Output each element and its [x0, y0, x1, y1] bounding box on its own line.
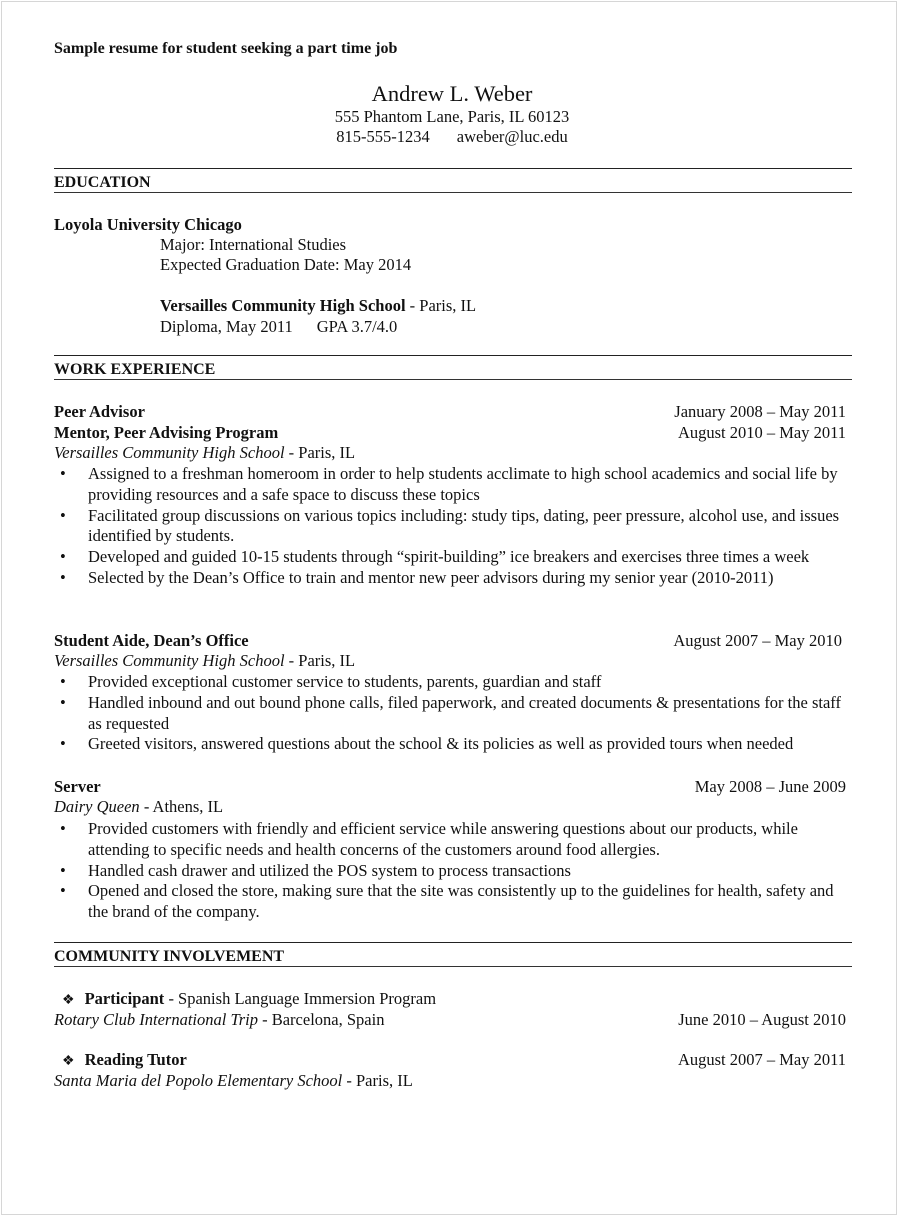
job-title: Server [54, 777, 101, 796]
job-title: Peer Advisor [54, 402, 145, 421]
list-item [54, 672, 854, 693]
applicant-name: Andrew L. Weber [371, 81, 533, 106]
section-rule-bottom [54, 379, 852, 380]
bullet-text: Opened and closed the store, making sure that the site was consistently up to the guidelines for health, safety and the brand of the company. [88, 881, 834, 922]
expected-graduation: Expected Graduation Date: May 2014 [160, 255, 412, 274]
applicant-phone: 815-555-1234 [336, 127, 430, 146]
bullet-icon: • [60, 547, 66, 567]
job-date: January 2008 – May 2011 [674, 402, 846, 421]
bullet-text: Selected by the Dean’s Office to train and mentor new peer advisors during my senior year (2010-2011) [88, 567, 774, 587]
list-item [54, 568, 854, 589]
bullet-icon: • [60, 464, 66, 483]
community-role: Participant [84, 989, 165, 1008]
diploma: Diploma, May 2011 [160, 317, 293, 336]
high-school-name: Versailles Community High School [160, 296, 406, 315]
section-rule-bottom [54, 966, 852, 967]
document-title: Sample resume for student seeking a part time job [54, 40, 398, 57]
job-title-secondary: Mentor, Peer Advising Program [54, 423, 279, 442]
list-item [54, 464, 854, 506]
organization-name: Versailles Community High School [54, 651, 285, 670]
diamond-bullet-icon: ❖ [62, 993, 75, 1008]
job-bullet-list [54, 672, 854, 755]
section-rule-top [54, 355, 852, 356]
bullet-icon: • [60, 881, 66, 901]
work-experience-heading: WORK EXPERIENCE [54, 361, 216, 378]
organization-location: - Paris, IL [342, 1071, 413, 1090]
community-role-line [62, 989, 436, 1012]
bullet-icon: • [60, 819, 66, 838]
education-heading: EDUCATION [54, 174, 151, 191]
bullet-icon: • [60, 692, 66, 712]
job-bullet-list [54, 819, 854, 923]
bullet-text: Assigned to a freshman homeroom in order to help students acclimate to high school academics and social life by providing resources and a safe space to discuss these topics [88, 464, 838, 504]
organization-location: - Athens, IL [139, 797, 224, 816]
organization-location: - Barcelona, Spain [257, 1010, 385, 1029]
university-name: Loyola University Chicago [54, 215, 242, 234]
applicant-email: aweber@luc.edu [456, 127, 568, 146]
community-involvement-heading: COMMUNITY INVOLVEMENT [54, 948, 285, 965]
high-school-location: - Paris, IL [405, 296, 477, 315]
community-role-line [62, 1050, 187, 1073]
bullet-icon: • [60, 672, 66, 691]
organization-name: Versailles Community High School [54, 443, 285, 462]
high-school-line [160, 296, 476, 317]
gpa: GPA 3.7/4.0 [316, 317, 398, 336]
bullet-text: Handled inbound and out bound phone calls, filed paperwork, and created documents & presentations for the staff as requested [88, 692, 841, 733]
section-rule-bottom [54, 192, 852, 193]
bullet-text: Provided customers with friendly and efficient service while answering questions about our products, while attending to specific needs and health concerns of the customers around food allergies. [88, 819, 798, 859]
bullet-text: Developed and guided 10-15 students through “spirit-building” ice breakers and exercises three times a week [88, 547, 810, 567]
major: Major: International Studies [160, 235, 347, 254]
community-date: June 2010 – August 2010 [678, 1010, 846, 1029]
list-item [54, 506, 854, 548]
job-date: May 2008 – June 2009 [694, 777, 846, 796]
bullet-icon: • [60, 860, 66, 880]
organization-location: - Paris, IL [284, 651, 356, 670]
job-organization [54, 797, 223, 818]
bullet-icon: • [60, 505, 66, 525]
bullet-icon: • [60, 734, 66, 754]
organization-name: Dairy Queen [54, 797, 140, 816]
job-bullet-list [54, 464, 854, 589]
bullet-text: Facilitated group discussions on various topics including: study tips, dating, peer pressure, alcohol use, and issues identified by students. [88, 505, 840, 546]
job-date: August 2007 – May 2010 [673, 631, 842, 650]
community-organization [54, 1071, 413, 1092]
job-organization [54, 651, 355, 672]
resume-page [1, 1, 897, 1215]
list-item [54, 861, 854, 882]
job-date-secondary: August 2010 – May 2011 [677, 423, 846, 442]
organization-name: Rotary Club International Trip [54, 1010, 258, 1029]
community-organization [54, 1010, 384, 1031]
bullet-text: Handled cash drawer and utilized the POS system to process transactions [88, 860, 571, 880]
bullet-text: Provided exceptional customer service to students, parents, guardian and staff [88, 672, 602, 691]
applicant-contact [2, 127, 900, 148]
section-rule-top [54, 942, 852, 943]
job-title: Student Aide, Dean’s Office [54, 631, 249, 650]
section-rule-top [54, 168, 852, 169]
applicant-address: 555 Phantom Lane, Paris, IL 60123 [334, 107, 570, 126]
community-role: Reading Tutor [84, 1050, 187, 1069]
organization-location: - Paris, IL [284, 443, 356, 462]
bullet-icon: • [60, 567, 66, 587]
bullet-text: Greeted visitors, answered questions about the school & its policies as well as provided tours when needed [88, 734, 794, 754]
list-item [54, 881, 854, 923]
list-item [54, 693, 854, 735]
list-item [54, 819, 854, 861]
list-item [54, 547, 854, 568]
list-item [54, 734, 854, 755]
diamond-bullet-icon: ❖ [62, 1054, 75, 1069]
job-organization [54, 443, 355, 464]
organization-name: Santa Maria del Popolo Elementary School [54, 1071, 343, 1090]
diploma-line [160, 317, 397, 338]
community-date: August 2007 – May 2011 [677, 1050, 846, 1069]
community-program: - Spanish Language Immersion Program [164, 989, 437, 1008]
